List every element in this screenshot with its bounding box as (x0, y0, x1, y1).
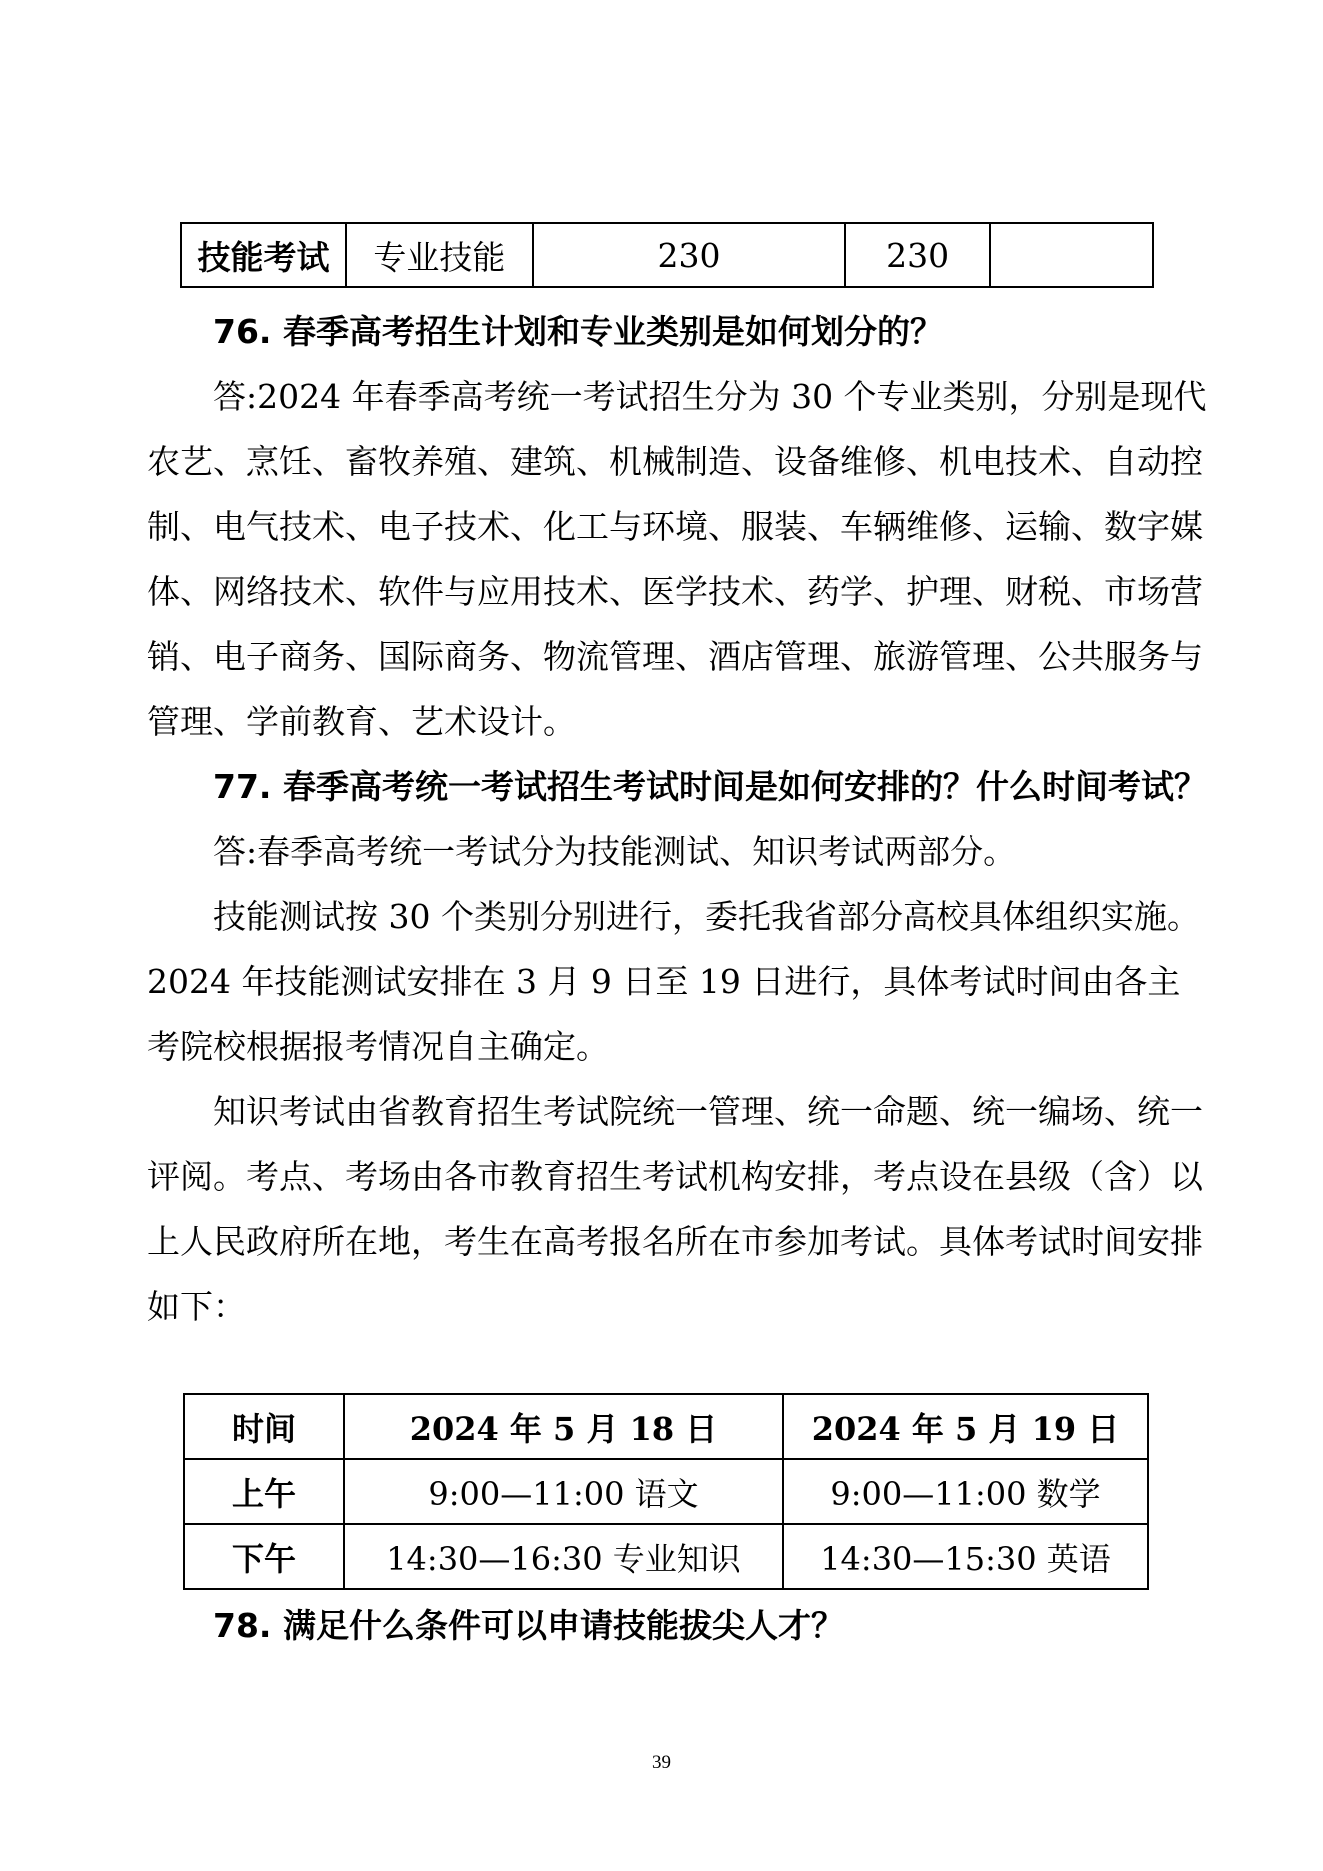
answer-77-skill-test: 技能测试按 30 个类别分别进行，委托我省部分高校具体组织实施。2024 年技能测试安排在 3 月 9 日至 19 日进行，具体考试时间由各主考院校根据报考情况自主确定。 (147, 897, 1200, 1066)
question-76: 76. 春季高考招生计划和专业类别是如何划分的？ (213, 312, 943, 351)
table-cell: 14:30—16:30 专业知识 (344, 1524, 783, 1589)
exam-schedule-table (183, 1393, 1149, 1590)
section-q78 (147, 1593, 1207, 1658)
score-table (180, 222, 1154, 288)
answer-77-intro: 答:春季高考统一考试分为技能测试、知识考试两部分。 (213, 832, 1017, 871)
table-cell: 技能考试 (181, 223, 346, 287)
table-cell: 14:30—15:30 英语 (783, 1524, 1148, 1589)
table-header-cell: 2024 年 5 月 18 日 (344, 1394, 783, 1459)
question-77: 77. 春季高考统一考试招生考试时间是如何安排的？什么时间考试？ (213, 767, 1207, 806)
table-cell: 230 (845, 223, 990, 287)
table-cell: 230 (533, 223, 845, 287)
table-row (184, 1459, 1148, 1524)
answer-76: 答:2024 年春季高考统一考试招生分为 30 个专业类别，分别是现代农艺、烹饪、畜牧养殖、建筑、机械制造、设备维修、机电技术、自动控制、电气技术、电子技术、化工与环境、服装、车辆维修、运输、数字媒体、网络技术、软件与应用技术、医学技术、药学、护理、财税、市场营销、电子商务、国际商务、物流管理、酒店管理、旅游管理、公共服务与管理、学前教育、艺术设计。 (147, 377, 1207, 741)
section-q77 (147, 754, 1207, 1339)
table-row (184, 1524, 1148, 1589)
table-header-cell: 2024 年 5 月 19 日 (783, 1394, 1148, 1459)
table-cell: 9:00—11:00 语文 (344, 1459, 783, 1524)
table-header-row (184, 1394, 1148, 1459)
table-cell (990, 223, 1153, 287)
section-q76 (147, 299, 1207, 754)
table-cell: 专业技能 (346, 223, 533, 287)
table-cell: 9:00—11:00 数学 (783, 1459, 1148, 1524)
table-row (181, 223, 1153, 287)
table-cell: 上午 (184, 1459, 344, 1524)
answer-77-knowledge-test: 知识考试由省教育招生考试院统一管理、统一命题、统一编场、统一评阅。考点、考场由各市教育招生考试机构安排，考点设在县级（含）以上人民政府所在地，考生在高考报名所在市参加考试。具体考试时间安排如下： (147, 1092, 1203, 1326)
question-78: 78. 满足什么条件可以申请技能拔尖人才？ (213, 1606, 844, 1645)
table-header-cell: 时间 (184, 1394, 344, 1459)
page-number: 39 (652, 1752, 671, 1773)
table-cell: 下午 (184, 1524, 344, 1589)
